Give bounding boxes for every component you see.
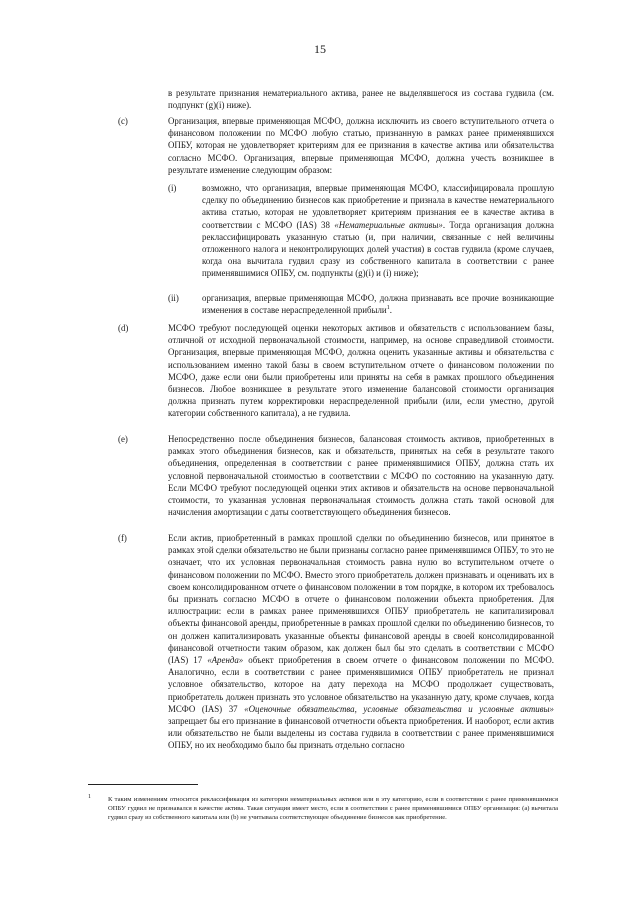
footnote [88,795,558,823]
footnote-separator [88,784,198,785]
item-text-e: Непосредственно после объединения бизнесов, балансовая стоимость активов, приобретенных в рамках этого объединения бизнесов, как и обязательств, принятых на себя в результате такого объединения, определенная в соответствии с ранее применявшимися ОПБУ, должна стать их условной первоначальной стоимостью в соответствии с МСФО по состоянию на указанную дату. Если МСФО требуют последующей оценки этих активов и обязательств на основе первоначальной стоимости, то указанная условная первоначальная стоимость должна стать такой основой для начисления амортизации с даты соответствующего объединения бизнесов. [168,434,554,518]
item-label-f: (f) [118,533,127,543]
item-label-d: (d) [118,323,129,333]
item-text-d: МСФО требуют последующей оценки некоторых активов и обязательств с использованием базы, отличной от исходной первоначальной стоимости, например, на основе справедливой стоимости. Организация, впервые применяющая МСФО, должна оценить указанные активы и обязательства с использованием именно такой базы в своем вступительном отчете о финансовом положении по МСФО, даже если они были приобретены или приняты на себя в рамках прошлого объединения бизнесов. Любое возникшее в результате этого изменение балансовой стоимости организация должна признать путем корректировки нераспределенной прибыли (или, если уместно, другой категории собственного капитала), а не гудвила. [168,323,554,419]
page-number: 15 [314,42,326,56]
item-text-c: Организация, впервые применяющая МСФО, должна исключить из своего вступительного отчета о финансовом положении по МСФО любую статью, признанную в рамках ранее применявшихся ОПБУ, которая не удовлетворяет критериям для ее признания в качестве актива или обязательства согласно МСФО. Организация, впервые применяющая МСФО, должна учесть возникшее в результате изменение следующим образом: [168,116,554,175]
item-label-c: (c) [118,116,128,126]
footnote-text: К таким изменениям относится реклассификация из категории нематериальных активов или в эту категорию, если в соответствии с ранее применявшимися ОПБУ гудвил не признавался в качестве актива. Такая ситуация имеет место, если в соответствии с ранее применявшимися ОПБУ организация: (a) вычитала гудвил сразу из собственного капитала или (b) не учитывала соответствующее объединение бизнесов как приобретение. [108,796,558,822]
footnote-ref: 1 [386,305,390,312]
subitem-text-c-ii: организация, впервые применяющая МСФО, должна признавать все прочие возникающие изменения в составе нераспределенной прибыли$^1$. [202,293,554,316]
item-text-f: Если актив, приобретенный в рамках прошлой сделки по объединению бизнесов, или принятое в рамках этой сделки обязательство не были признаны согласно ранее применявшимся ОПБУ, то это не означает, что их условная первоначальная стоимость равна нулю во вступительном отчете о финансовом положении по МСФО. Вместо этого приобретатель должен признавать и оценивать их в своем консолидированном отчете о финансовом положении в том порядке, в котором их требовалось бы признать согласно МСФО в отчете о финансовом положении объекта приобретения. Для иллюстрации: если в рамках ранее применявшихся ОПБУ приобретатель не капитализировал объекты финансовой аренды, приобретенные в рамках прошлой сделки по объединению бизнесов, то он должен капитализировать указанные объекты финансовой аренды в своей консолидированной финансовой отчетности таким образом, как должен был бы это сделать в соответствии с МСФО (IAS) 17 «Аренда» объект приобретения в своем отчете о финансовом положении по МСФО. Аналогично, если в соответствии с ранее применявшимися ОПБУ приобретатель не признал условное обязательство, которое на дату перехода на МСФО продолжает существовать, приобретатель должен признать это условное обязательство на указанную дату, кроме случаев, когда МСФО (IAS) 37 «Оценочные обязательства, условные обязательства и условные активы» запрещает бы его признание в финансовой отчетности объекта приобретения. И наоборот, если актив или обязательство не были выделены из состава гудвила в соответствии с ранее применявшимися ОПБУ, но их необходимо было бы признать отдельно согласно [168,533,554,751]
subitem-text-c-i: возможно, что организация, впервые применяющая МСФО, классифицировала прошлую сделку по объединению бизнесов как приобретение и признала в качестве нематериального актива статью, которая не удовлетворяет критериям признания ее в качестве актива в соответствии с МСФО (IAS) 38 «Нематериальные активы». Тогда организация должна реклассифицировать указанную статью (и, при наличии, связанные с ней величины отложенного налога и неконтролирующих долей участия) в состав гудвила (кроме случаев, когда она вычитала гудвил сразу из собственного капитала в соответствии с ранее применявшимися ОПБУ, см. подпункты (g)(i) и (i) ниже); [202,183,554,279]
item-label-e: (e) [118,434,128,444]
intro-paragraph: в результате признания нематериального актива, ранее не выделявшегося из состава гудвила (см. подпункт (g)(i) ниже). [168,88,554,111]
subitem-label-c-ii: (ii) [168,293,179,303]
subitem-label-c-i: (i) [168,183,177,193]
footnote-mark: 1 [88,794,91,800]
